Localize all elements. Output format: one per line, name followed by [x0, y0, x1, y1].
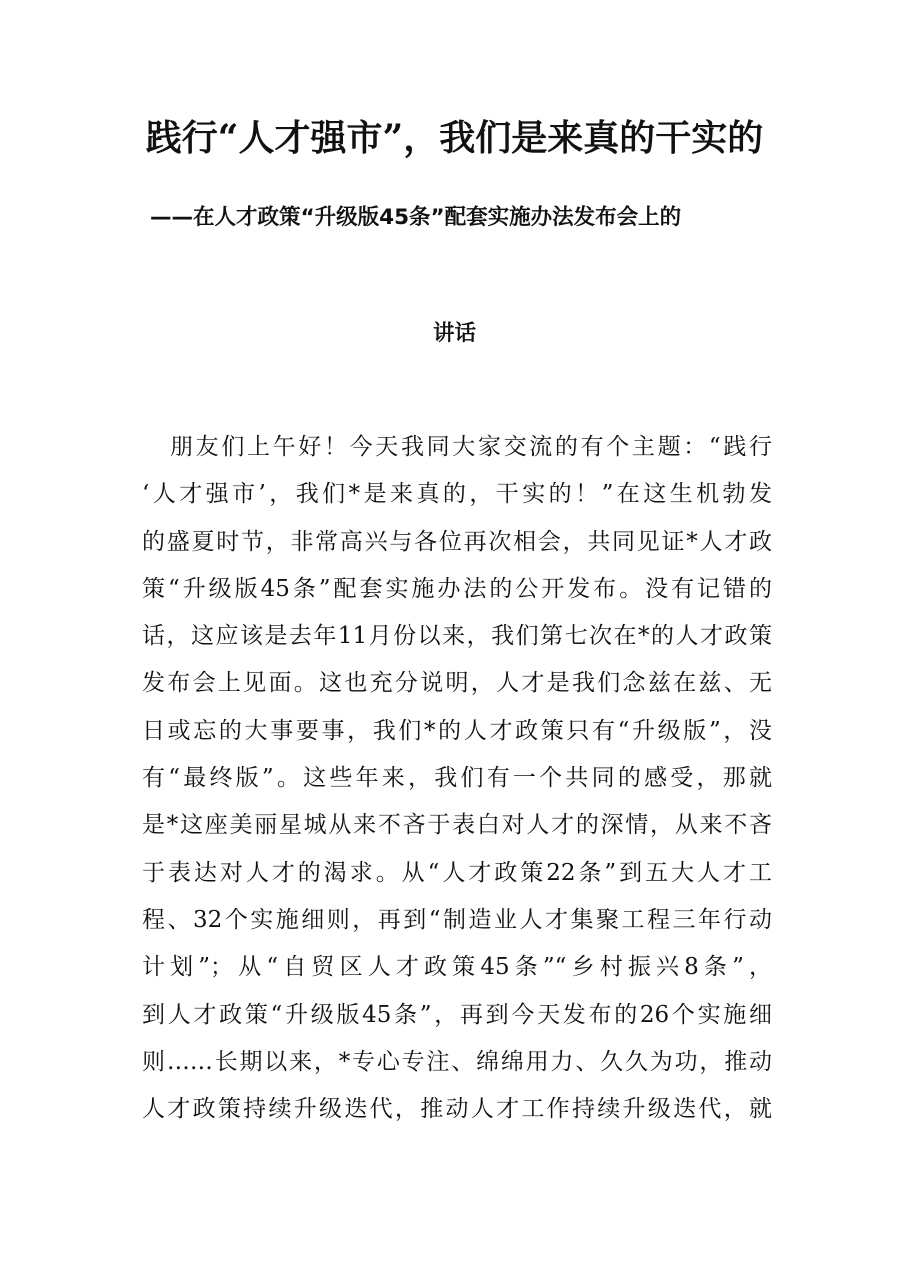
- body-line: 则……长期以来，*专心专注、绵绵用力、久久为功，推动: [142, 1048, 772, 1075]
- body-line: 于表达对人才的渴求。从“人才政策22条”到五大人才工: [142, 859, 772, 886]
- body-line: 程、32个实施细则，再到“制造业人才集聚工程三年行动: [142, 906, 772, 933]
- document-body: [142, 424, 772, 1133]
- body-line: 日或忘的大事要事，我们*的人才政策只有“升级版”，没: [142, 717, 772, 744]
- body-line: 朋友们上午好！今天我同大家交流的有个主题：“践行: [170, 434, 772, 460]
- body-line: 计划”；从“自贸区人才政策45条”“乡村振兴8条”，: [142, 954, 772, 981]
- body-line: 到人才政策“升级版45条”，再到今天发布的26个实施细: [142, 1001, 772, 1028]
- document-subtitle-continuation: 讲话: [432, 321, 476, 346]
- body-line: 话，这应该是去年11月份以来，我们第七次在*的人才政策: [142, 623, 772, 650]
- body-line: 策“升级版45条”配套实施办法的公开发布。没有记错的: [142, 575, 772, 602]
- body-line: 是*这座美丽星城从来不吝于表白对人才的深情，从来不吝: [142, 812, 772, 839]
- body-line: 人才政策持续升级迭代，推动人才工作持续升级迭代，就: [142, 1096, 772, 1123]
- body-line: 的盛夏时节，非常高兴与各位再次相会，共同见证*人才政: [142, 528, 772, 555]
- body-line: ‘人才强市’，我们*是来真的，干实的！”在这生机勃发: [142, 481, 772, 508]
- body-line: 发布会上见面。这也充分说明，人才是我们念兹在兹、无: [142, 670, 772, 697]
- document-subtitle: ——在人才政策“升级版45条”配套实施办法发布会上的: [150, 205, 682, 230]
- body-line: 有“最终版”。这些年来，我们有一个共同的感受，那就: [142, 765, 772, 792]
- document-title: 践行“人才强市”，我们是来真的干实的: [145, 117, 764, 159]
